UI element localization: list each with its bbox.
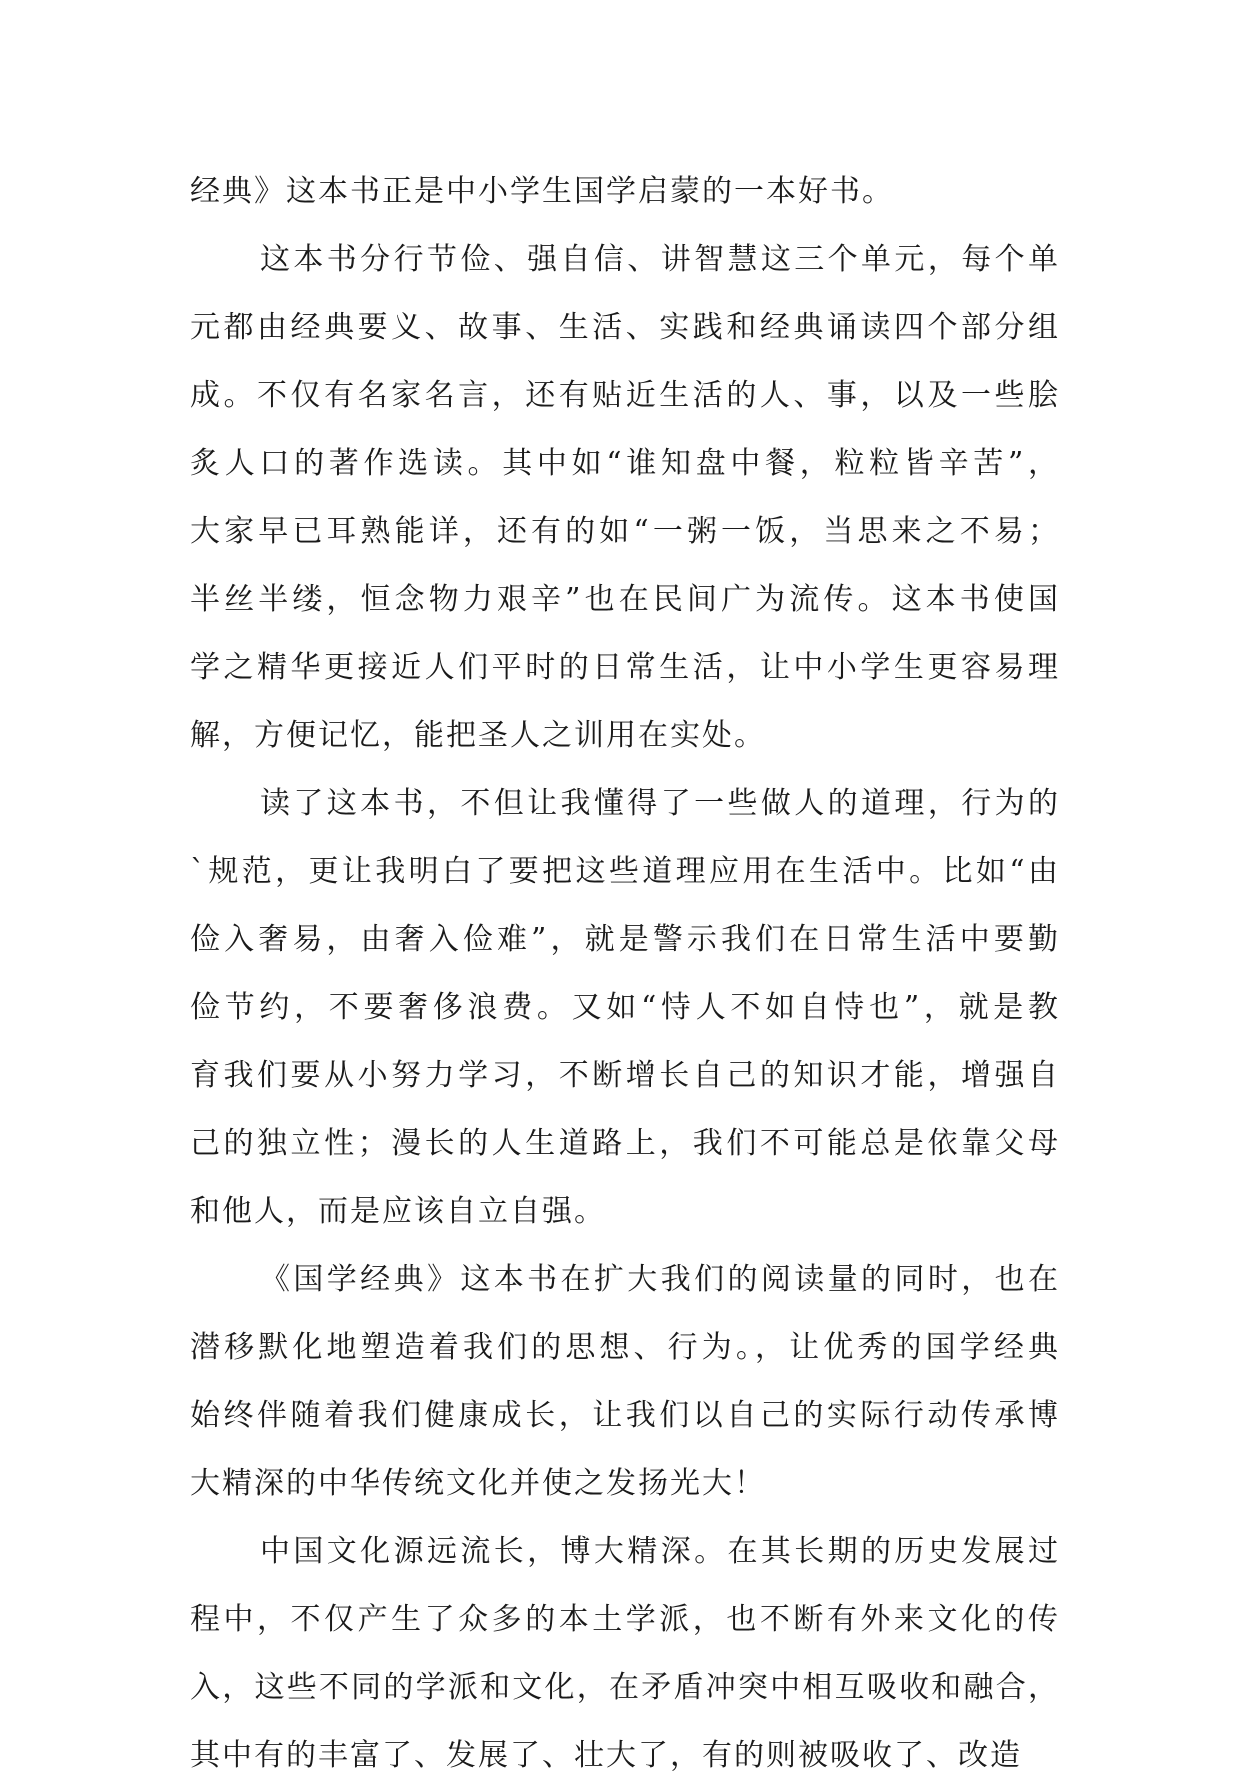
text-line: 学之精华更接近人们平时的日常生活，让中小学生更容易理 [190, 650, 1060, 685]
text-line: 其中有的丰富了、发展了、壮大了，有的则被吸收了、改造 [190, 1738, 1022, 1773]
text-line: 《国学经典》这本书在扩大我们的阅读量的同时，也在 [260, 1262, 1060, 1297]
body-text [190, 158, 1060, 1790]
text-line: 经典》这本书正是中小学生国学启蒙的一本好书。 [190, 174, 894, 209]
text-line: 大家早已耳熟能详，还有的如“一粥一饭，当思来之不易； [190, 514, 1060, 549]
text-line: 俭入奢易，由奢入俭难”，就是警示我们在日常生活中要勤 [190, 922, 1060, 957]
text-line: 育我们要从小努力学习，不断增长自己的知识才能，增强自 [190, 1058, 1060, 1093]
text-line: 这本书分行节俭、强自信、讲智慧这三个单元，每个单 [260, 242, 1060, 277]
text-line: 和他人，而是应该自立自强。 [190, 1194, 606, 1229]
text-line: 解，方便记忆，能把圣人之训用在实处。 [190, 718, 766, 753]
text-line: 入，这些不同的学派和文化，在矛盾冲突中相互吸收和融合， [190, 1670, 1060, 1705]
text-line: 读了这本书，不但让我懂得了一些做人的道理，行为的 [260, 786, 1060, 821]
text-line: 潜移默化地塑造着我们的思想、行为。，让优秀的国学经典 [190, 1330, 1060, 1365]
text-line: 大精深的中华传统文化并使之发扬光大！ [190, 1466, 766, 1501]
text-line: 己的独立性；漫长的人生道路上，我们不可能总是依靠父母 [190, 1126, 1060, 1161]
text-line: 元都由经典要义、故事、生活、实践和经典诵读四个部分组 [190, 310, 1060, 345]
text-line: 成。不仅有名家名言，还有贴近生活的人、事，以及一些脍 [190, 378, 1060, 413]
text-line: 俭节约，不要奢侈浪费。又如“恃人不如自恃也”，就是教 [190, 990, 1060, 1025]
text-line: 始终伴随着我们健康成长，让我们以自己的实际行动传承博 [190, 1398, 1060, 1433]
text-line: 炙人口的著作选读。其中如“谁知盘中餐，粒粒皆辛苦”， [190, 446, 1060, 481]
text-line: 程中，不仅产生了众多的本土学派，也不断有外来文化的传 [190, 1602, 1060, 1637]
text-line: 半丝半缕，恒念物力艰辛”也在民间广为流传。这本书使国 [190, 582, 1060, 617]
text-line: `规范，更让我明白了要把这些道理应用在生活中。比如“由 [190, 854, 1060, 889]
text-line: 中国文化源远流长，博大精深。在其长期的历史发展过 [260, 1534, 1060, 1569]
